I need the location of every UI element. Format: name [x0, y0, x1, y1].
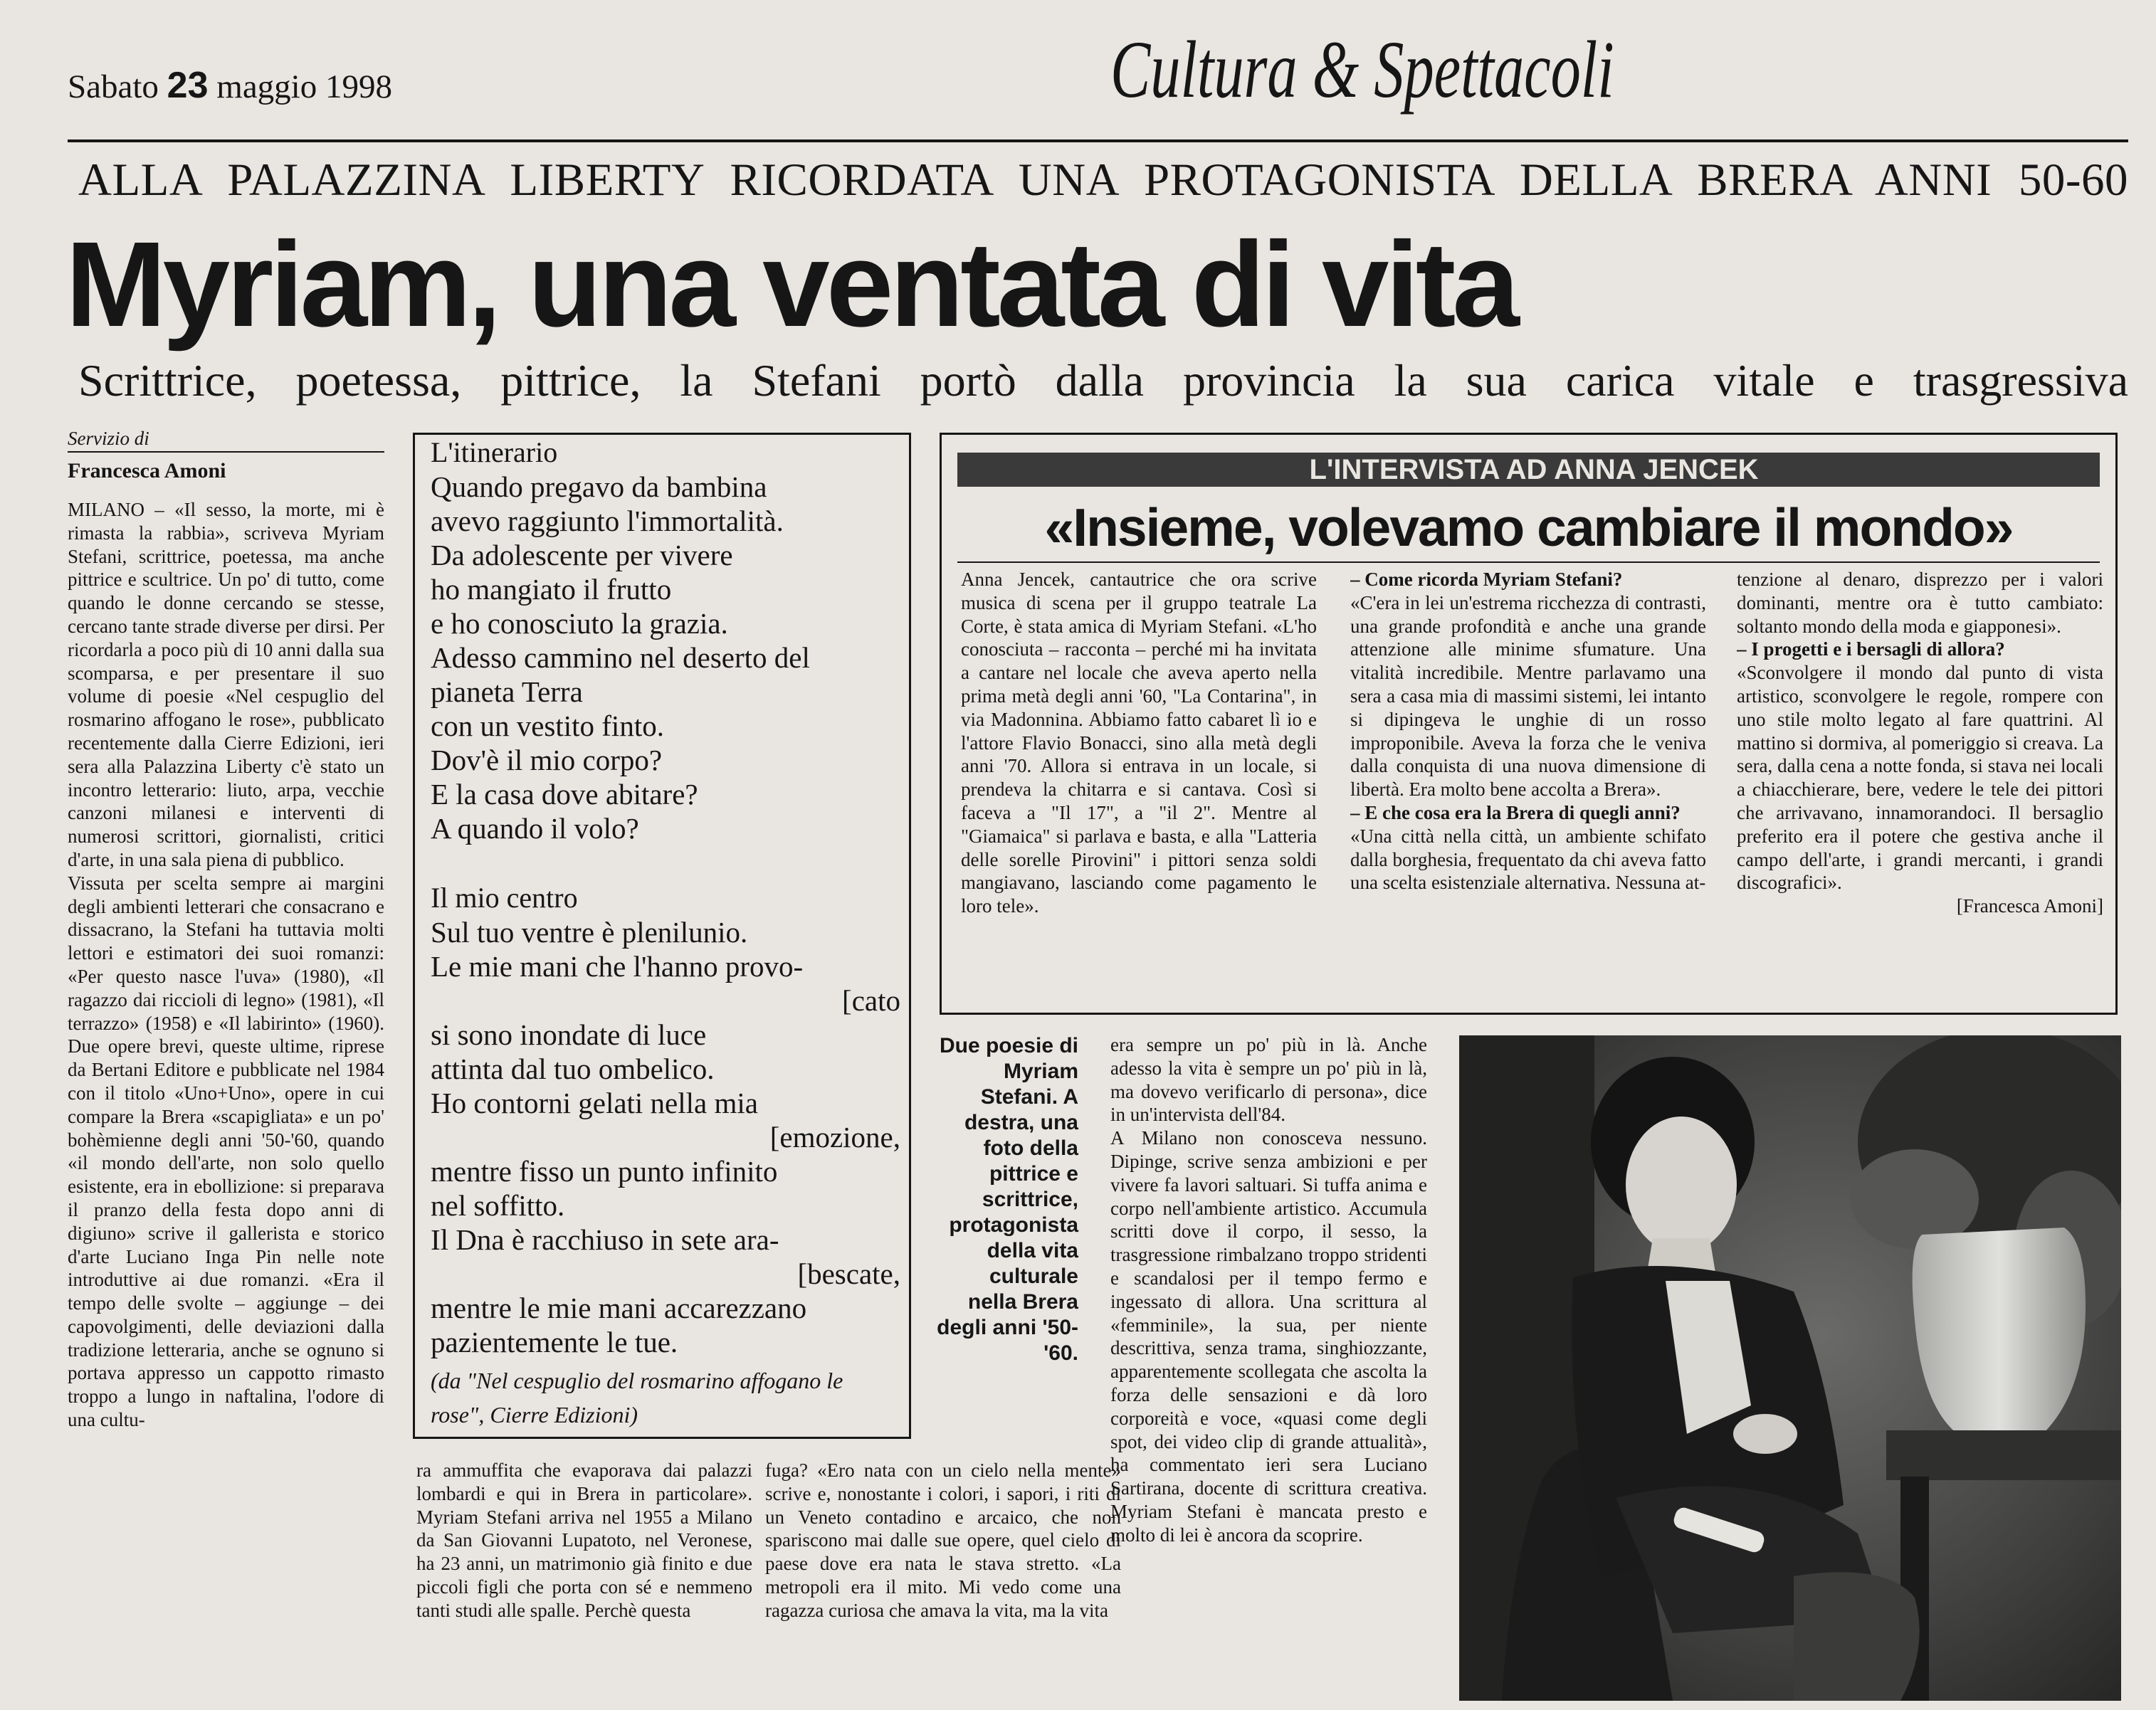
poem-line: mentre le mie mani accarezzano	[431, 1292, 807, 1324]
byline	[68, 427, 384, 484]
byline-author: Francesca Amoni	[68, 459, 226, 482]
poem-line: attinta dal tuo ombelico.	[431, 1052, 715, 1085]
byline-label: Servizio di	[68, 428, 149, 449]
article-paragraph: fuga? «Ero nata con un cielo nella mente» scrive e, nonostante i colori, i sapori, i riti di un Veneto contadino e arcaico, che non spariscono mai dalle sue opere, quel cielo di paese dove era nata le stava stretto. «La metropoli era il mito. Mi vedo come una ragazza curiosa che amava la vita, ma la vita	[765, 1460, 1121, 1621]
poem-line: Sul tuo ventre è plenilunio.	[431, 916, 748, 949]
poem-line: pianeta Terra	[431, 675, 583, 708]
article-paragraph: A Milano non conosceva nessuno. Dipinge, scrive senza ambizioni e per vivere fa lavori saltuari. Si tuffa anima e corpo nell'ambiente artistico. Accumula scritti dove il corpo, il sesso, la trasgressione rimbalzano troppo stridenti e scandalosi per il tempo fermo e ingessato di allora. Una scrittura al «femminile», la sua, per niente descrittiva, senza trama, singhiozzante, apparentemente scollegata che ascolta la forza delle sensazioni e dà loro corporeità e voce, «quasi come degli spot, dei video clip di grande attualità», ha commentato ieri sera Luciano Sartirana, docente di scrittura creativa. Myriam Stefani è mancata presto e molto di lei è ancora da scoprire.	[1110, 1127, 1427, 1546]
vase	[1913, 1228, 2086, 1434]
interview-title-rule	[957, 561, 2100, 563]
article-column-1	[68, 498, 384, 1701]
masthead-date	[68, 65, 392, 107]
woman-legs	[1794, 1572, 1920, 1701]
interview-title: «Insieme, volevamo cambiare il mondo»	[1044, 497, 2013, 557]
poem-line: [emozione,	[769, 1121, 900, 1154]
interview-signature: [Francesca Amoni]	[1956, 895, 2103, 917]
date-number: 23	[167, 65, 209, 106]
interview-answer: «Una città nella città, un ambiente schifato dalla borghesia, frequentato da chi aveva fatto una scelta esistenziale alternativa. Nessuna at-	[1350, 825, 1706, 894]
poem-itinerario	[431, 436, 900, 845]
date-day: Sabato	[68, 68, 159, 105]
masthead-rule	[68, 139, 2128, 142]
poem-lines	[431, 915, 900, 1359]
poem-line: E la casa dove abitare?	[431, 778, 698, 811]
interview-paragraph: Anna Jencek, cantautrice che ora scrive musica di scena per il gruppo teatrale La Corte, è stata amica di Myriam Stefani. «L'ho conosciuta – racconta – perché mi ha invitata a cantare nel locale che aveva aperto nella prima metà degli anni '60, "La Contarina", in via Madonnina. Abbiamo fatto cabaret lì io e l'attore Flavio Bonacci, sino alla metà degli anni '70. Allora si entrava in un locale, si prendeva la chitarra e si cantava. Così si faceva a "Il 17", a "il 2". Mentre al "Giamaica" si parlava e basta, e alla "Latteria delle sorelle Pirovini" i pittori senza soldi mangiavano, lasciando come pagamento le loro tele».	[961, 569, 1317, 917]
poem-line: [bescate,	[797, 1257, 900, 1290]
woman-face	[1626, 1117, 1737, 1253]
article-paragraph: MILANO – «Il sesso, la morte, mi è rimasta la rabbia», scriveva Myriam Stefani, scrittrice, poetessa, ma anche pittrice e scultrice. Un po' di tutto, come quando le donne cercando se stesse, cercano tante strade diverse per dirsi. Per ricordarla a poco più di 10 anni dalla sua scomparsa, e per presentare il suo volume di poesie «Nel cespuglio del rosmarino affogano le rose», pubblicato recentemente dalla Cierre Edizioni, ieri sera alla Palazzina Liberty c'è stato un incontro letterario: liuto, arpa, vecchie canzoni milanesi e interventi di numerosi scrittori, giornalisti, critici d'arte, in una sala piena di pubblico.	[68, 499, 384, 870]
poem-line: Ho contorni gelati nella mia	[431, 1087, 758, 1119]
subheadline: Scrittrice, poetessa, pittrice, la Stefani portò dalla provincia la sua carica vitale e trasgressiva	[78, 355, 2128, 406]
poem-line: Quando pregavo da bambina	[431, 470, 767, 503]
interview-question: – I progetti e i bersagli di allora?	[1737, 638, 2005, 660]
interview-question: – Come ricorda Myriam Stefani?	[1350, 569, 1623, 590]
interview-answer: tenzione al denaro, disprezzo per i valori dominanti, mentre ora è tutto cambiato: soltanto mondo della moda e giapponesi».	[1737, 569, 2103, 637]
side-table	[1886, 1430, 2121, 1480]
poem-title-itinerario: L'itinerario	[431, 436, 558, 468]
poem-line: avevo raggiunto l'immortalità.	[431, 505, 784, 537]
interview-column-3	[1737, 568, 2103, 1006]
poem-line: con un vestito finto.	[431, 709, 664, 742]
poem-line: Dov'è il mio corpo?	[431, 744, 663, 776]
poem-line: Il Dna è racchiuso in sete ara-	[431, 1223, 779, 1256]
artist-photo	[1459, 1035, 2121, 1701]
interview-answer: «C'era in lei un'estrema ricchezza di contrasti, una grande profondità e anche una grande attenzione alle minime sfumature. Una vitalità incredibile. Mentre parlavamo una sera a casa mia di massimi sistemi, lei intanto si dipingeva le unghie di un rosso improponibile. Aveva la forza che le veniva dalla conquista di una nuova dimensione di libertà. Era molto bene accolta a Brera».	[1350, 591, 1706, 801]
poem-lines	[431, 470, 900, 845]
poems-source: (da "Nel cespuglio del rosmarino affogano le rose", Cierre Edizioni)	[431, 1368, 843, 1427]
poem-line: Le mie mani che l'hanno provo-	[431, 950, 804, 983]
kicker: ALLA PALAZZINA LIBERTY RICORDATA UNA PROTAGONISTA DELLA BRERA ANNI 50-60	[78, 154, 2128, 206]
poem-mio-centro	[431, 881, 900, 1359]
poem-line: [cato	[842, 984, 900, 1017]
interview-column-2	[1350, 568, 1706, 1006]
interview-answer: «Sconvolgere il mondo dal punto di vista artistico, sconvolgere le regole, rompere con uno stile molto legato al fare quattrini. Al mattino si dormiva, al pomeriggio si creava. La sera, dalla cena a notte fonda, si stava nei locali a chiacchierare, bere, vedere le tele dei pittori che arrivavano, innamorandoci. Il bersaglio preferito era il potere che gestiva anche il campo dell'arte, i grandi mercanti, i grandi discografici».	[1737, 662, 2103, 894]
article-column-4	[1110, 1033, 1427, 1702]
date-month-year: maggio 1998	[216, 68, 392, 105]
poem-line: A quando il volo?	[431, 812, 639, 845]
article-paragraph: ra ammuffita che evaporava dai palazzi lombardi e qui in Brera in particolare». Myriam Stefani arriva nel 1955 a Milano da San Giovanni Lupatoto, nel Veronese, ha 23 anni, un matrimonio già finito e due piccoli figli che porta con sé e nemmeno tanti studi alle spalle. Perchè questa	[416, 1460, 752, 1621]
article-paragraph: Vissuta per scelta sempre ai margini degli ambienti letterari che consacrano e dissacrano, la Stefani ha tuttavia molti lettori e estimatori dei suoi romanzi: «Per questo nasce l'uva» (1980), «Il ragazzo dai riccioli di legno» (1981), «Il terrazzo» (1958) e «Il labirinto» (1960). Due opere brevi, queste ultime, riprese da Bertani Editore e pubblicate nel 1984 con il titolo «Uno+Uno», opere in cui compare la Brera «scapigliata» e un po' bohèmienne degli anni '50-'60, quando «il mondo dell'arte, non solo quello esistente, era in ebollizione: si preparava il pranzo della festa dopo anni di digiuno» scrive il gallerista e storico d'arte Luciano Inga Pin nelle note introduttive ai due romanzi. «Era il tempo delle svolte – aggiunge – dei capovolgimenti, delle deviazioni dalla tradizione letteraria, anche se ognuno si portava appresso un cappotto rimasto troppo a lungo in naftalina, l'odore di una cultu-	[68, 872, 384, 1431]
poem-line: Adesso cammino nel deserto del	[431, 641, 810, 674]
byline-rule	[68, 451, 384, 453]
poem-line: si sono inondate di luce	[431, 1018, 707, 1051]
article-column-3	[765, 1459, 1121, 1704]
article-paragraph: era sempre un po' più in là. Anche adesso la vita è sempre un po' più in là, ma dovevo verificarlo di persona», dice in un'intervista dell'84.	[1110, 1034, 1427, 1126]
poem-line: e ho conosciuto la grazia.	[431, 607, 728, 640]
poem-line: nel soffitto.	[431, 1189, 565, 1222]
interview-banner	[957, 453, 2100, 487]
section-title: Cultura & Spettacoli	[1110, 24, 1614, 115]
woman-hand	[1733, 1414, 1797, 1454]
interview-question: – E che cosa era la Brera di quegli anni?	[1350, 801, 1681, 823]
poem-line: ho mangiato il frutto	[431, 573, 672, 606]
article-column-2	[416, 1459, 752, 1704]
poem-title-mio-centro: Il mio centro	[431, 882, 578, 914]
poem-line: mentre fisso un punto infinito	[431, 1155, 778, 1188]
poem-line: pazientemente le tue.	[431, 1326, 678, 1358]
interview-banner-text: L'INTERVISTA AD ANNA JENCEK	[1309, 454, 1759, 485]
photo-caption: Due poesie di Myriam Stefani. A destra, una foto della pittrice e scrittrice, protagonista della vita culturale nella Brera degli anni '50-'60.	[937, 1034, 1078, 1365]
headline: Myriam, una ventata di vita	[65, 217, 1516, 352]
interview-column-1	[961, 568, 1317, 1006]
poem-line: Da adolescente per vivere	[431, 539, 733, 571]
